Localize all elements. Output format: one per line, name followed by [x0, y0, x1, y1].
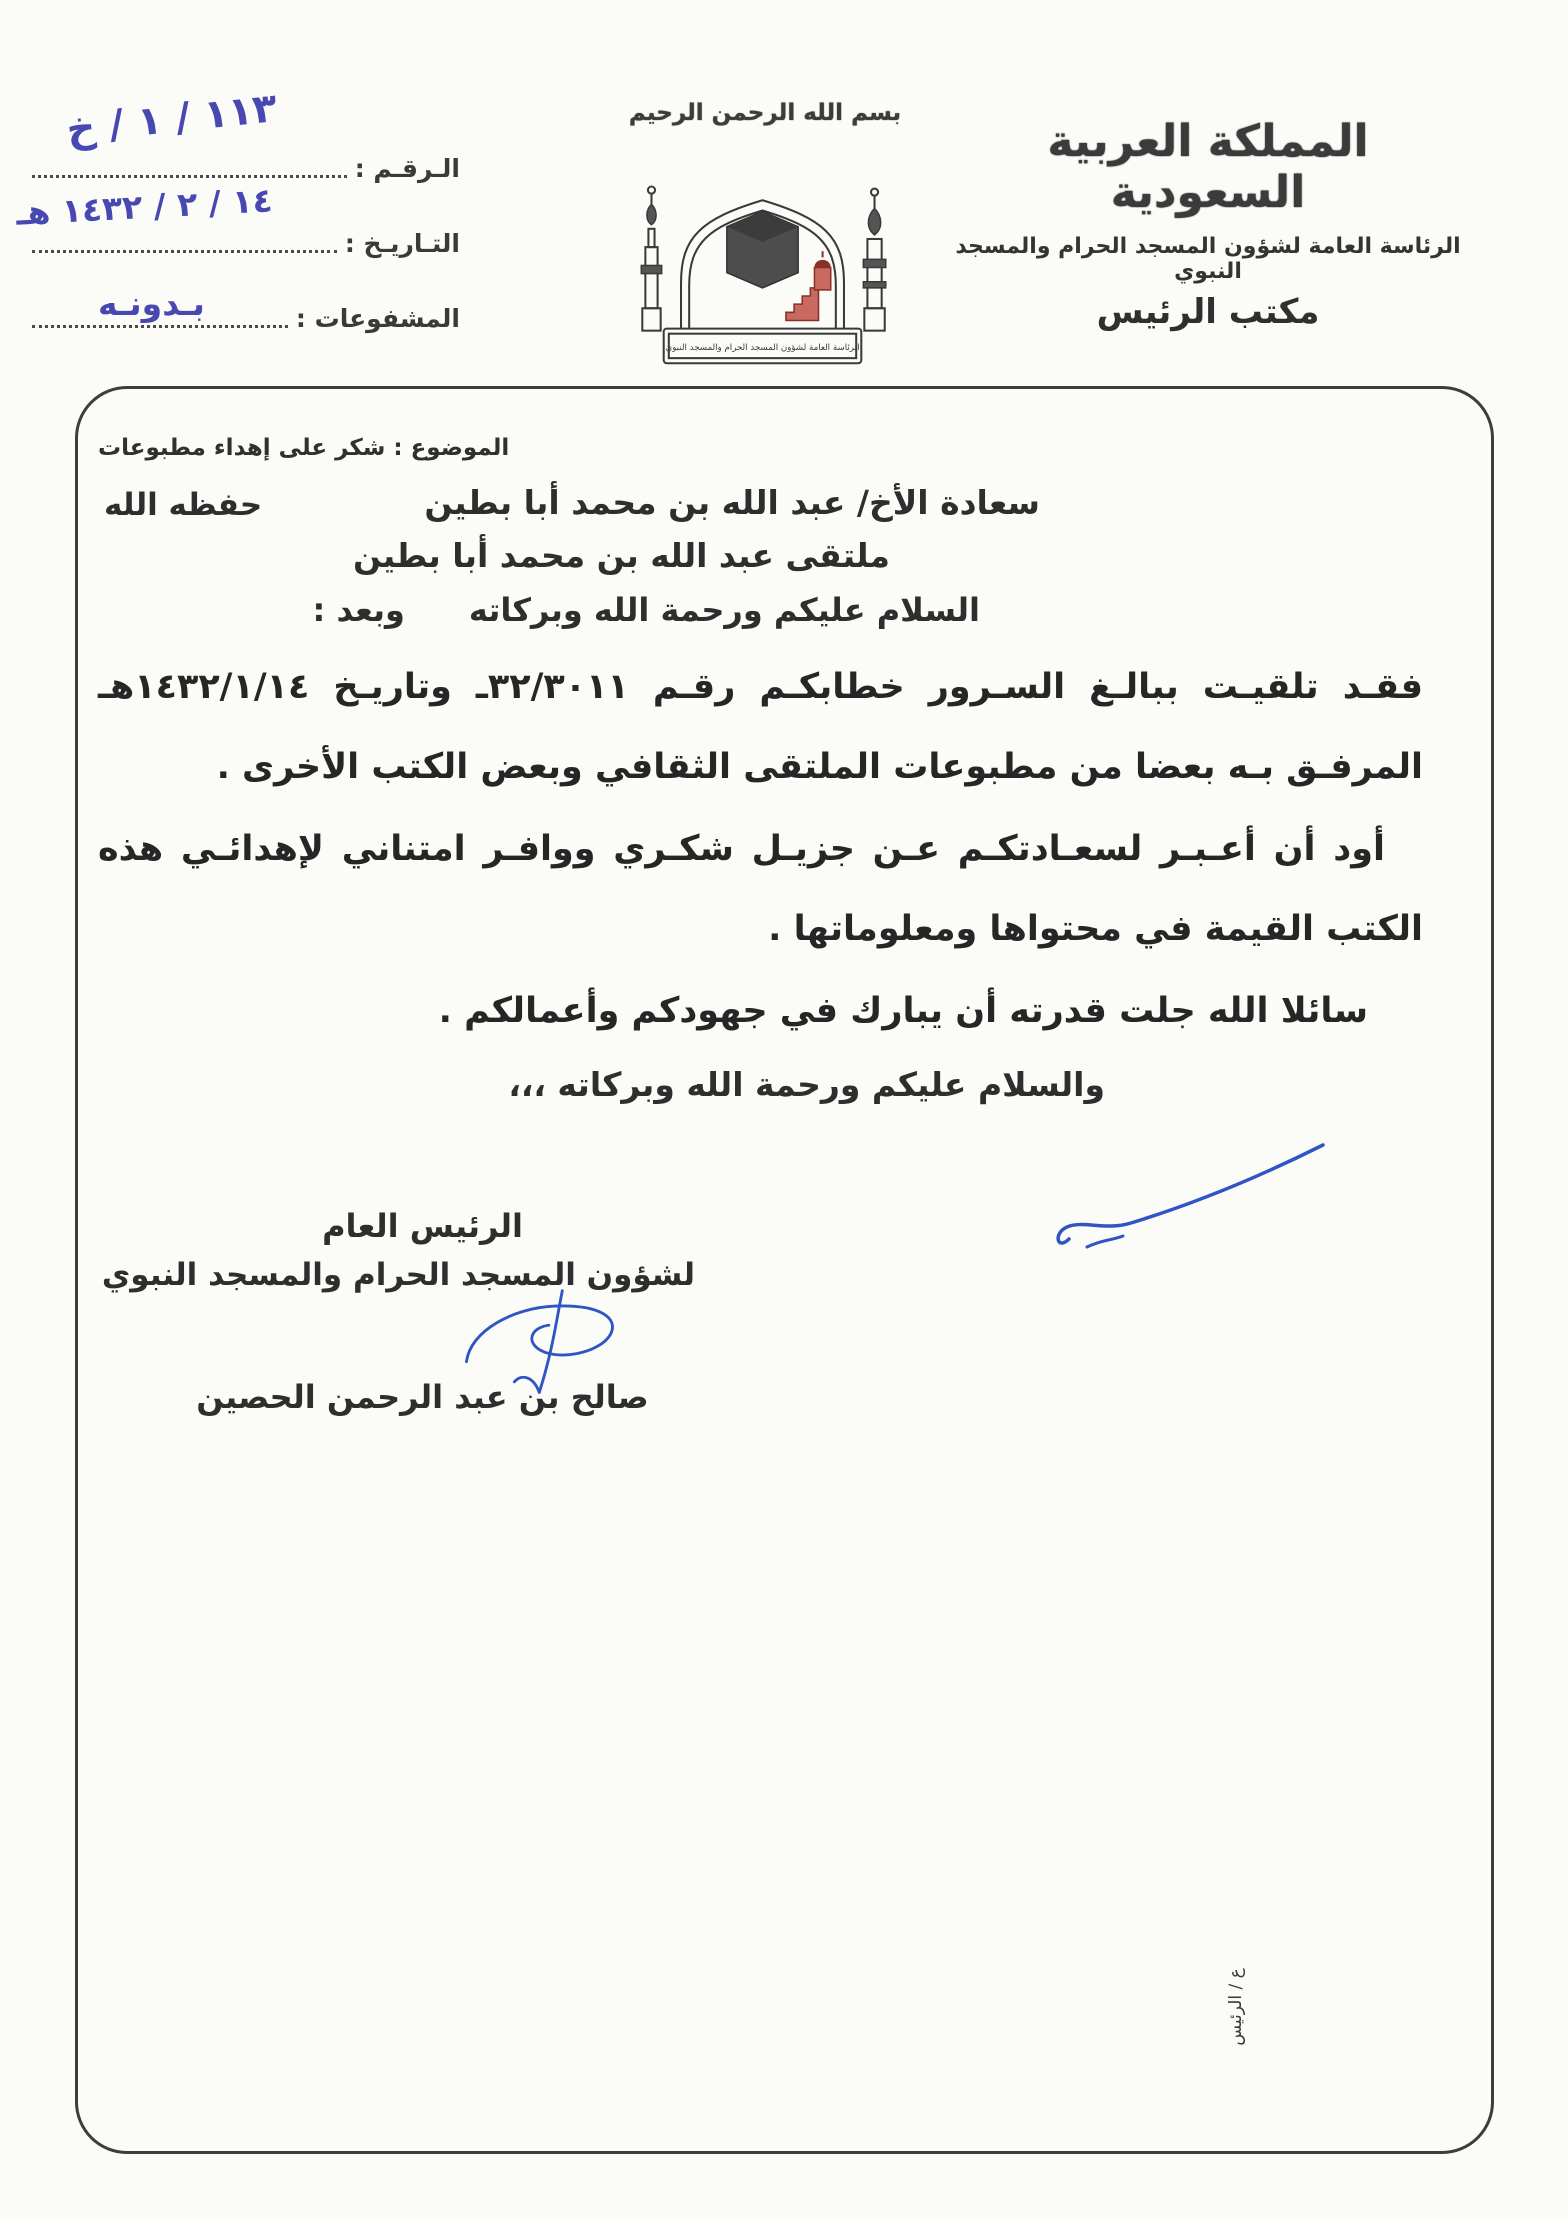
ref-number-handwritten-value: ١١٣ / ١ / خ — [64, 85, 280, 153]
ref-date-row — [15, 180, 460, 260]
signer-title-line2: لشؤون المسجد الحرام والمسجد النبوي — [101, 1257, 695, 1293]
reference-fields — [15, 85, 460, 335]
closing-salutation: والسلام عليكم ورحمة الله وبركاته ،،، — [508, 1065, 1105, 1104]
addressee-row — [98, 483, 1423, 522]
office-name: مكتب الرئيس — [1096, 292, 1320, 332]
basmala-calligraphy: بسم الله الرحمن الرحيم — [628, 100, 902, 126]
ref-attachments-row — [28, 284, 460, 335]
salutation-text: السلام عليكم ورحمة الله وبركاته — [468, 591, 980, 629]
body-paragraph-3: سائلا الله جلت قدرته أن يبارك في جهودكم وأعمالكم . — [438, 991, 1368, 1031]
signature-block — [101, 1207, 695, 1416]
closing-signature-flourish-icon — [1051, 1127, 1341, 1267]
addressee-organization: ملتقى عبد الله بن محمد أبا بطين — [353, 536, 890, 575]
president-signature-icon — [440, 1285, 675, 1400]
salutation-followup: وبعد : — [312, 591, 405, 629]
letterhead-right — [948, 116, 1468, 332]
signer-name: صالح بن عبد الرحمن الحصين — [196, 1378, 649, 1416]
ref-date-handwritten-value: ١٤ / ٢ / ١٤٣٢ هـ — [15, 180, 274, 233]
ref-number-dotted-line — [32, 148, 347, 178]
kingdom-title-calligraphy: المملكة العربية السعودية — [1047, 116, 1369, 218]
ref-number-label: الـرقـم : — [354, 154, 460, 183]
body-paragraph-1: فقـد تلقيـت ببالـغ السـرور خطابكـم رقـم ٣٢/٣٠١١ـ وتاريـخ ١٤٣٢/١/١٤هـ المرفـق بـه بعضا من مطبوعات الملتقى الثقافي وبعض الكتب الأخرى . — [98, 667, 1423, 787]
subject-line: الموضوع : شكر على إهداء مطبوعات — [98, 435, 510, 461]
ref-number-row — [28, 85, 460, 185]
ref-attachments-handwritten-value: بـدونـه — [98, 284, 205, 323]
addressee-name: سعادة الأخ/ عبد الله بن محمد أبا بطين — [424, 483, 1040, 522]
presidency-emblem-icon — [625, 165, 900, 370]
addressee-honorific: حفظه الله — [104, 487, 263, 523]
signer-title-line1: الرئيس العام — [322, 1207, 523, 1245]
body-paragraph-2: أود أن أعـبـر لسعـادتكـم عـن جزيـل شكـري ووافـر امتناني لإهدائـي هذه الكتب القيمة في محتواها ومعلوماتها . — [98, 829, 1423, 949]
presidency-name: الرئاسة العامة لشؤون المسجد الحرام والمسجد النبوي — [955, 234, 1461, 284]
emblem-banner-text: الرئاسة العامة لشؤون المسجد الحرام والمسجد النبوي — [665, 343, 860, 353]
copy-note: ع / الرئيس — [1226, 1968, 1246, 2046]
ref-attachments-label: المشفوعات : — [295, 304, 460, 333]
salutation-row — [98, 591, 980, 629]
letter-body-box — [75, 386, 1494, 2154]
ref-date-label: التـاريـخ : — [344, 229, 460, 258]
